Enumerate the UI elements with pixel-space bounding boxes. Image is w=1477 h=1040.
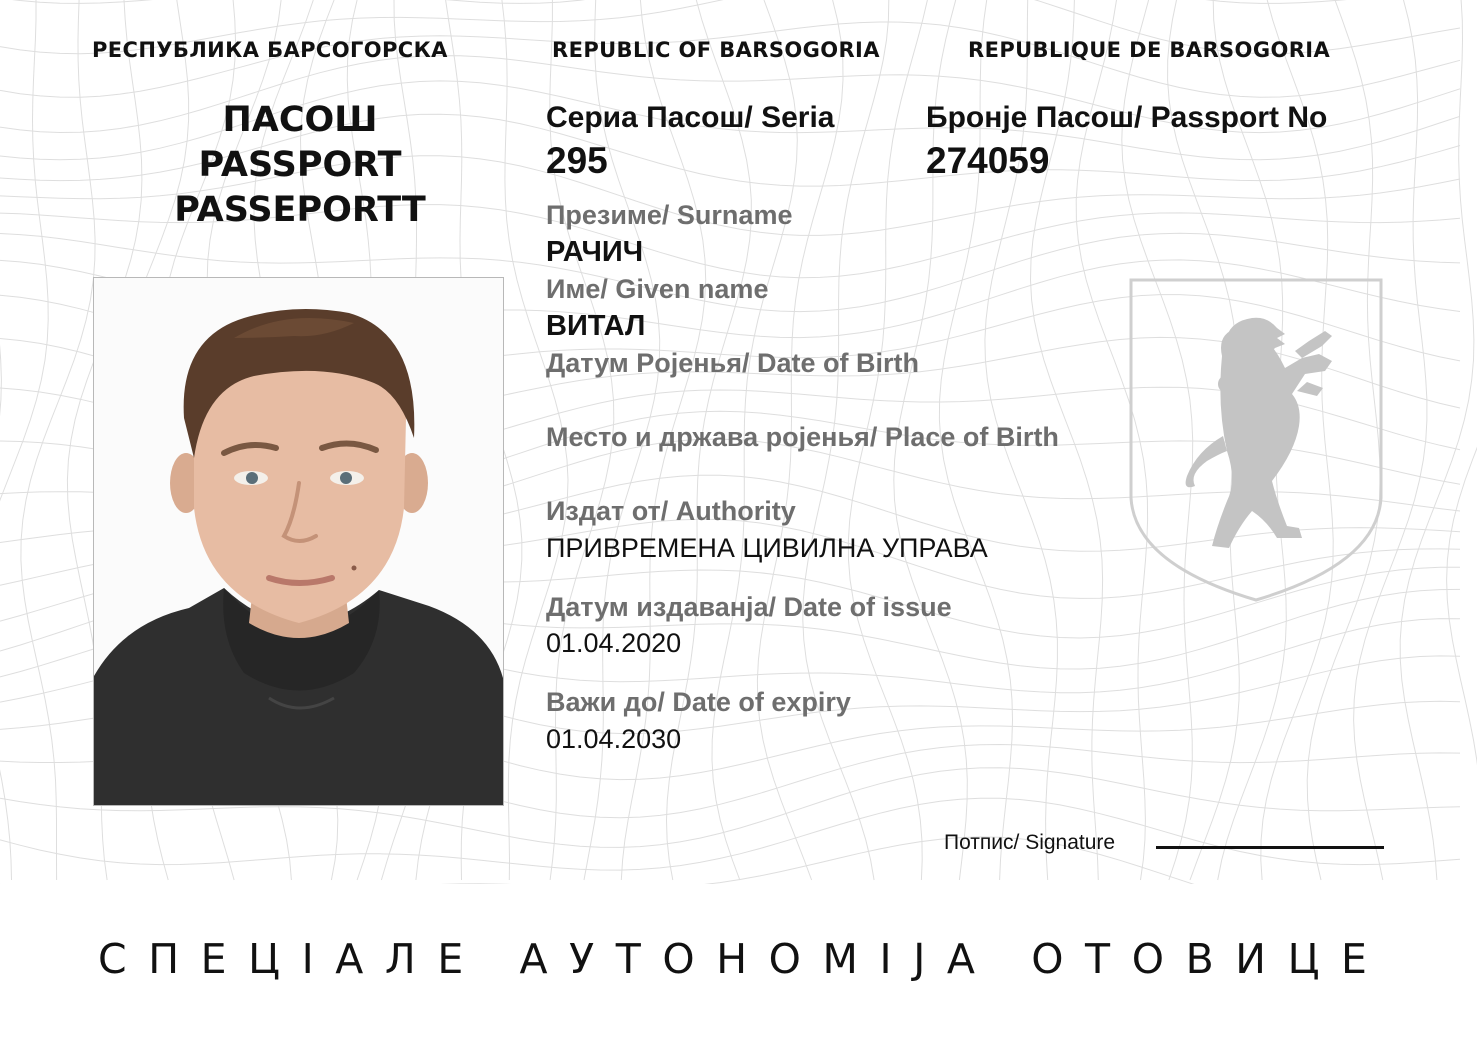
authority-value: ПРИВРЕМЕНА ЦИВИЛНА УПРАВА bbox=[546, 533, 988, 563]
signature-label: Потпис/ Signature bbox=[944, 831, 1116, 854]
signature-line bbox=[1156, 846, 1384, 849]
given-name-value: ВИТАЛ bbox=[546, 310, 646, 342]
portrait-illustration bbox=[94, 278, 503, 805]
surname-label: Презиме/ Surname bbox=[546, 200, 793, 230]
document-type-cyrillic: ПАСОШ bbox=[222, 100, 378, 140]
date-of-issue-value: 01.04.2020 bbox=[546, 628, 682, 658]
date-of-birth-label: Датум Pojeнья/ Date of Birth bbox=[546, 348, 919, 378]
date-of-expiry-label: Важи до/ Date of expiry bbox=[546, 687, 851, 717]
footer-region-name: СПЕЦІАЛЕ АУТОНОМІЈА ОТОВИЦЕ bbox=[98, 935, 1389, 983]
place-of-birth-label: Место и држава pojeнья/ Place of Birth bbox=[546, 422, 1059, 452]
guilloche-line bbox=[0, 0, 1460, 3]
guilloche-line bbox=[1447, 0, 1477, 880]
guilloche-line bbox=[0, 0, 1, 880]
passport-number-value: 274059 bbox=[926, 140, 1050, 181]
country-name-french: REPUBLIQUE DE BARSOGORIA bbox=[968, 38, 1331, 62]
document-type-english: PASSPORT bbox=[198, 145, 402, 185]
date-of-expiry-value: 01.04.2030 bbox=[546, 724, 682, 754]
document-type-french: PASSEPORTT bbox=[174, 190, 426, 230]
authority-label: Издат от/ Authority bbox=[546, 496, 796, 526]
series-value: 295 bbox=[546, 140, 608, 181]
given-name-label: Име/ Given name bbox=[546, 274, 769, 304]
series-label: Сериа Пасош/ Seria bbox=[546, 101, 835, 134]
guilloche-line bbox=[0, 837, 1460, 884]
surname-value: РАЧИЧ bbox=[546, 236, 644, 268]
holder-photo bbox=[93, 277, 504, 806]
country-name-cyrillic: РЕСПУБЛИКА БАРСОГОРСКА bbox=[92, 38, 448, 62]
country-name-english: REPUBLIC OF BARSOGORIA bbox=[552, 38, 880, 62]
passport-number-label: Бронје Пасош/ Passport No bbox=[926, 101, 1328, 134]
guilloche-line bbox=[0, 798, 1460, 870]
coat-of-arms-lion-icon bbox=[1127, 276, 1385, 604]
date-of-issue-label: Датум издаванја/ Date of issue bbox=[546, 592, 952, 622]
